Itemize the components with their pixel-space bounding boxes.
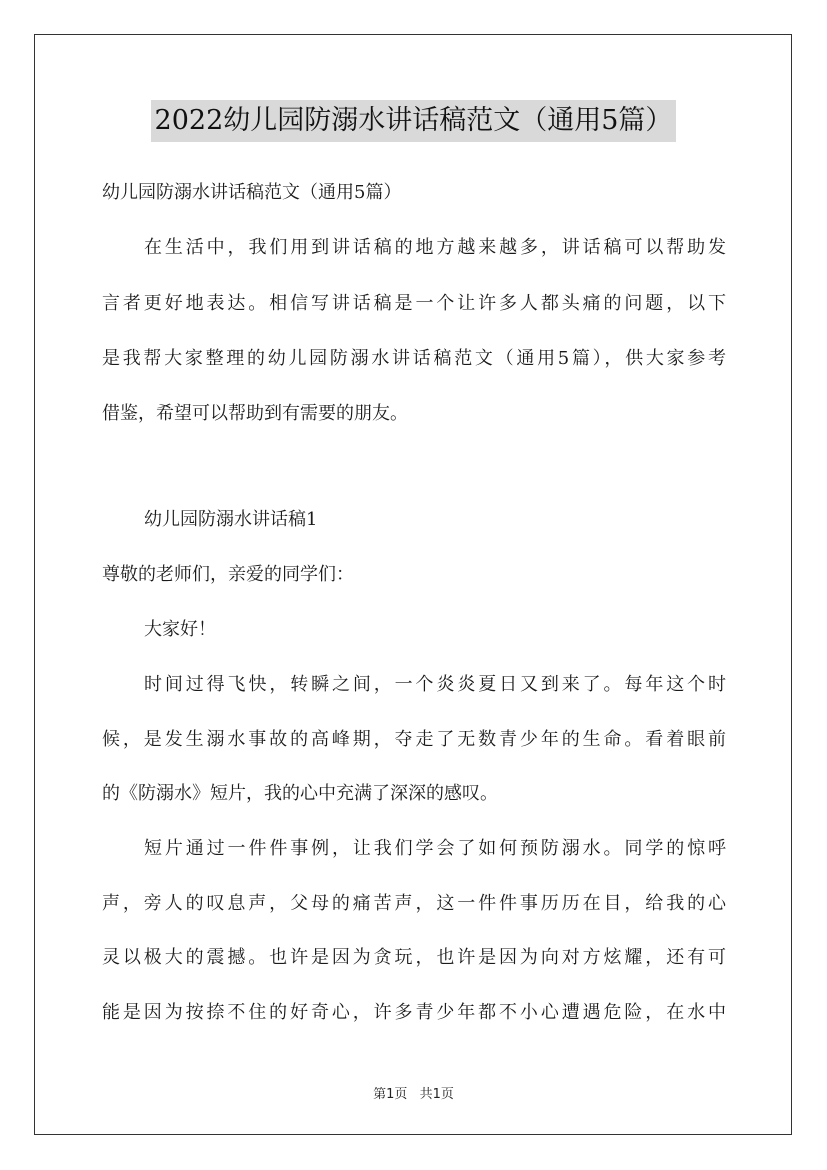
intro-line-1: 在生活中，我们用到讲话稿的地方越来越多，讲话稿可以帮助发 (144, 237, 726, 258)
salutation: 尊敬的老师们，亲爱的同学们： (102, 564, 354, 585)
para1-line-3: 的《防溺水》短片，我的心中充满了深深的感叹。 (102, 783, 498, 804)
para2-line-1: 短片通过一件件事例，让我们学会了如何预防溺水。同学的惊呼 (144, 838, 726, 859)
title-container (0, 100, 827, 142)
para2-line-3: 灵以极大的震撼。也许是因为贪玩，也许是因为向对方炫耀，还有可 (102, 947, 726, 968)
para1-line-2: 候，是发生溺水事故的高峰期，夺走了无数青少年的生命。看着眼前 (102, 729, 726, 750)
subtitle: 幼儿园防溺水讲话稿范文（通用5篇） (102, 182, 402, 203)
page-footer (0, 1083, 827, 1102)
page-number: 第1页 (373, 1087, 408, 1102)
document-title: 2022幼儿园防溺水讲话稿范文（通用5篇） (151, 100, 677, 142)
section-heading: 幼儿园防溺水讲话稿1 (144, 509, 318, 530)
intro-line-4: 借鉴，希望可以帮助到有需要的朋友。 (102, 403, 408, 424)
intro-line-3: 是我帮大家整理的幼儿园防溺水讲话稿范文（通用5篇），供大家参考 (102, 348, 726, 369)
page-total: 共1页 (419, 1087, 454, 1102)
para2-line-2: 声，旁人的叹息声，父母的痛苦声，这一件件事历历在目，给我的心 (102, 893, 726, 914)
greeting: 大家好！ (144, 619, 216, 640)
para1-line-1: 时间过得飞快，转瞬之间，一个炎炎夏日又到来了。每年这个时 (144, 674, 726, 695)
intro-line-2: 言者更好地表达。相信写讲话稿是一个让许多人都头痛的问题，以下 (102, 293, 726, 314)
para2-line-4: 能是因为按捺不住的好奇心，许多青少年都不小心遭遇危险，在水中 (102, 1002, 726, 1023)
